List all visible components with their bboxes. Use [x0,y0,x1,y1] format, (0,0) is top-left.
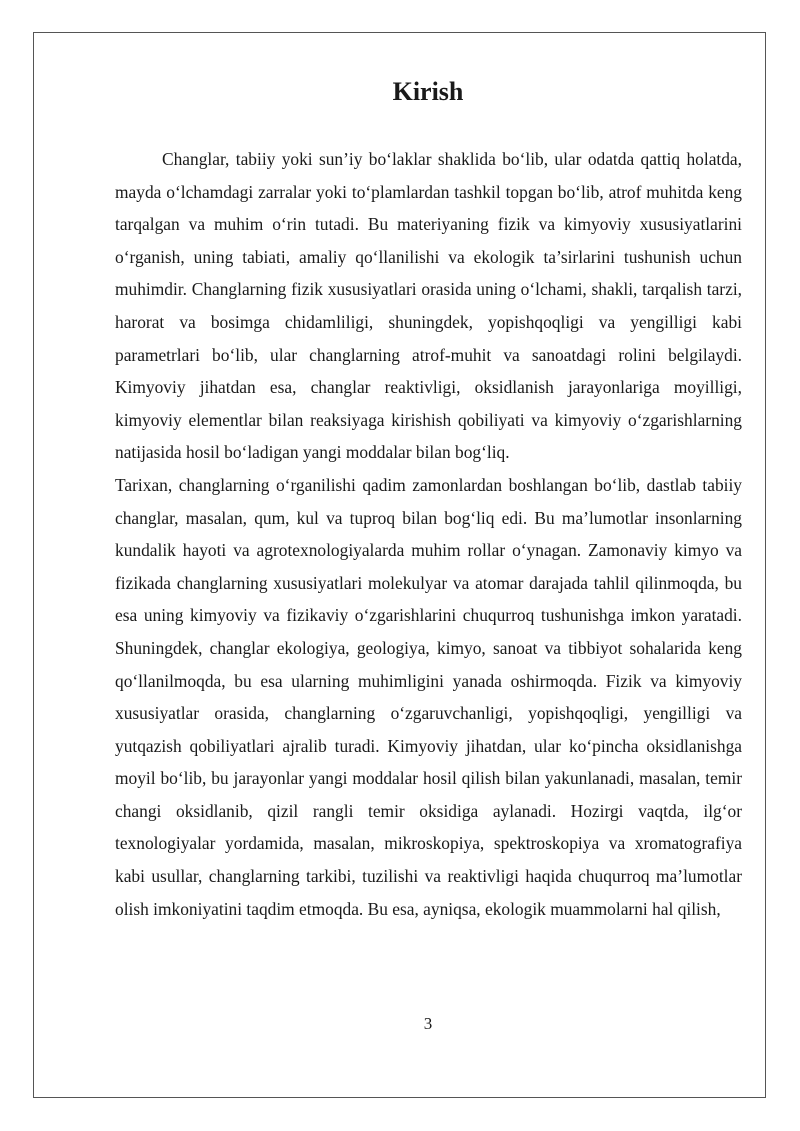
document-body [115,143,742,925]
document-title: Kirish [392,77,464,106]
paragraph-2: Tarixan, changlarning o‘rganilishi qadim zamonlardan boshlangan bo‘lib, dastlab tabiiy changlar, masalan, qum, kul va tuproq bilan bog‘liq edi. Bu ma’lumotlar insonlarning kundalik hayoti va agrotexnologiyalarda muhim rollar o‘ynagan. Zamonaviy kimyo va fizikada changlarning xususiyatlari molekulyar va atomar darajada tahlil qilinmoqda, bu esa uning kimyoviy va fizikaviy o‘zgarishlarini chuqurroq tushunishga imkon yaratadi. Shuningdek, changlar ekologiya, geologiya, kimyo, sanoat va tibbiyot sohalarida keng qo‘llanilmoqda, bu esa ularning muhimligini yanada oshirmoqda. Fizik va kimyoviy xususiyatlar orasida, changlarning o‘zgaruvchanligi, yopishqoqligi, yengilligi va yutqazish qobiliyatlari ajralib turadi. Kimyoviy jihatdan, ular ko‘pincha oksidlanishga moyil bo‘lib, bu jarayonlar yangi moddalar hosil qilish bilan yakunlanadi, masalan, temir changi oksidlanib, qizil rangli temir oksidiga aylanadi. Hozirgi vaqtda, ilg‘or texnologiyalar yordamida, masalan, mikroskopiya, spektroskopiya va xromatografiya kabi usullar, changlarning tarkibi, tuzilishi va reaktivligi haqida chuqurroq ma’lumotlar olish imkoniyatini taqdim etmoqda. Bu esa, ayniqsa, ekologik muammolarni hal qilish, [115,474,742,919]
page-number: 3 [423,1014,433,1033]
paragraph-1: Changlar, tabiiy yoki sun’iy bo‘laklar shaklida bo‘lib, ular odatda qattiq holatda, mayda o‘lchamdagi zarralar yoki to‘plamlardan tashkil topgan bo‘lib, atrof muhitda keng tarqalgan va muhim o‘rin tutadi. Bu materiyaning fizik va kimyoviy xususiyatlarini o‘rganish, uning tabiati, amaliy qo‘llanilishi va ekologik ta’sirlarini tushunish uchun muhimdir. Changlarning fizik xususiyatlari orasida uning o‘lchami, shakli, tarqalish tarzi, harorat va bosimga chidamliligi, shuningdek, yopishqoqligi va yengilligi kabi parametrlari bo‘lib, ular changlarning atrof-muhit va sanoatdagi rolini belgilaydi. Kimyoviy jihatdan esa, changlar reaktivligi, oksidlanish jarayonlariga moyilligi, kimyoviy elementlar bilan reaksiyaga kirishish qobiliyati va kimyoviy o‘zgarishlarning natijasida hosil bo‘ladigan yangi moddalar bilan bog‘liq. [115,149,742,463]
